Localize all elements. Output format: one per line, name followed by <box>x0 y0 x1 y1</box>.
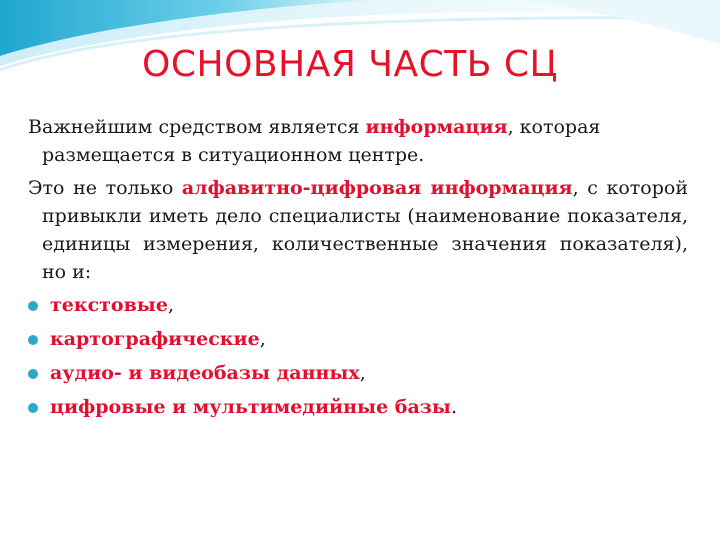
paragraph-intro <box>28 113 688 169</box>
content-body <box>28 113 688 427</box>
paragraph-details <box>28 174 688 286</box>
details-highlight: алфавитно-цифровая информация <box>181 177 573 199</box>
intro-highlight: информация <box>365 116 508 138</box>
page-title: ОСНОВНАЯ ЧАСТЬ СЦ <box>142 44 558 85</box>
list-item <box>28 325 688 353</box>
bullet-punct: . <box>450 396 458 418</box>
bullet-punct: , <box>359 362 366 384</box>
bullet-text: цифровые и мультимедийные базы <box>50 396 451 418</box>
intro-text: Важнейшим средством является <box>28 116 366 138</box>
bullet-text: картографические <box>50 328 260 350</box>
bullet-text: аудио- и видеобазы данных <box>50 362 360 384</box>
list-item <box>28 393 688 421</box>
bullet-punct: , <box>167 294 174 316</box>
details-text-end: , с которой привыкли иметь дело специалисты (наименование показателя, единицы измерения, количественные значения показателя), но и: <box>42 177 688 283</box>
bullet-dot-icon <box>28 369 38 379</box>
bullet-text: текстовые <box>50 294 168 316</box>
intro-text-end: , которая размещается в ситуационном центре. <box>42 116 601 166</box>
list-item <box>28 291 688 319</box>
bullet-dot-icon <box>28 301 38 311</box>
bullet-dot-icon <box>28 403 38 413</box>
bullet-punct: , <box>259 328 266 350</box>
list-item <box>28 359 688 387</box>
bullet-dot-icon <box>28 335 38 345</box>
details-text: Это не только <box>28 177 182 199</box>
bullet-list <box>28 291 688 421</box>
